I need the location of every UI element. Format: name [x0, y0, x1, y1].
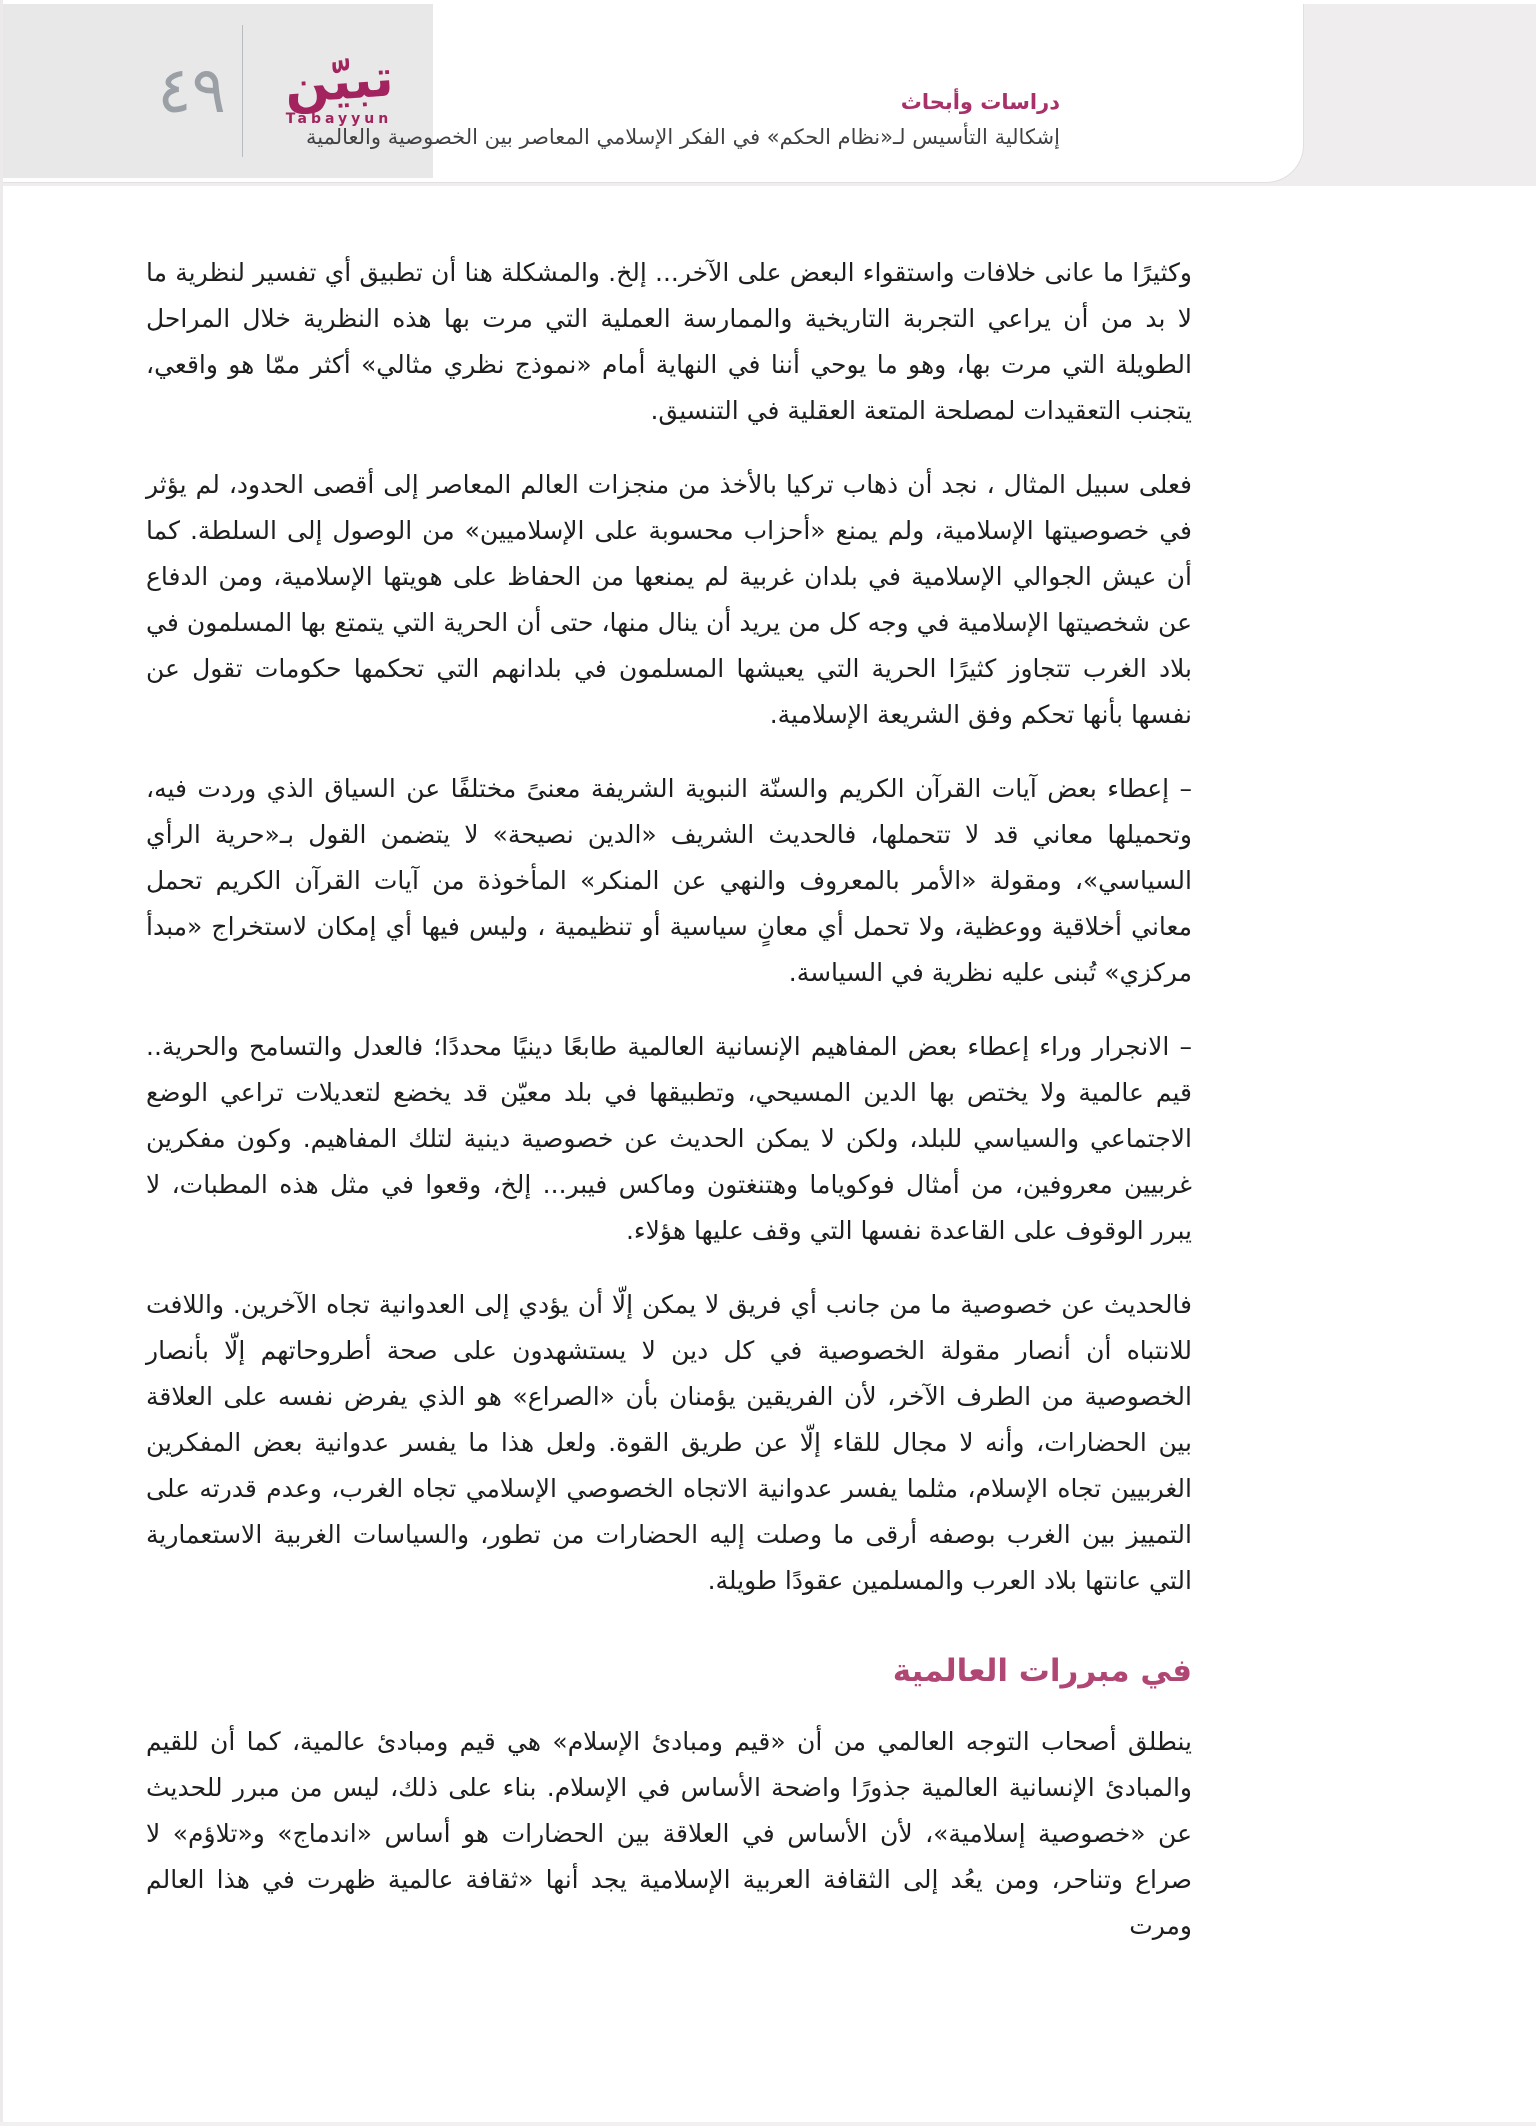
- page-header: [3, 4, 1536, 186]
- page-number: ٤٩: [157, 54, 226, 128]
- body-paragraph: ينطلق أصحاب التوجه العالمي من أن «قيم ومبادئ الإسلام» هي قيم ومبادئ عالمية، كما أن للقيم والمبادئ الإنسانية العالمية جذورًا واضحة الأساس في الإسلام. بناء على ذلك، ليس من مبرر للحديث عن «خصوصية إسلامية»، لأن الأساس في العلاقة بين الحضارات هو أساس «اندماج» و«تلاؤم» لا صراع وتناحر، ومن يعُد إلى الثقافة العربية الإسلامية يجد أنها «ثقافة عالمية ظهرت في هذا العالم ومرت: [146, 1726, 1192, 1940]
- running-article-title: إشكالية التأسيس لـ«نظام الحكم» في الفكر الإسلامي المعاصر بين الخصوصية والعالمية: [305, 125, 1060, 149]
- body-paragraph: وكثيرًا ما عانى خلافات واستقواء البعض على الآخر... إلخ. والمشكلة هنا أن تطبيق أي تفسير لنظرية ما لا بد من أن يراعي التجربة التاريخية والممارسة العملية التي مرت بها هذه النظرية خلال المراحل الطويلة التي مرت بها، وهو ما يوحي أننا في النهاية أمام «نموذج نظري مثالي» أكثر ممّا هو واقعي، يتجنب التعقيدات لمصلحة المتعة العقلية في التنسيق.: [146, 258, 1192, 425]
- header-text-block: [306, 90, 1060, 151]
- page-bottom-edge: [0, 2122, 1536, 2126]
- section-heading: في مبررات العالمية: [892, 1653, 1192, 1689]
- body-paragraph: فالحديث عن خصوصية ما من جانب أي فريق لا يمكن إلّا أن يؤدي إلى العدوانية تجاه الآخرين. واللافت للانتباه أن أنصار مقولة الخصوصية في كل دين لا يستشهدون على صحة أطروحاتهم إلّا بأنصار الخصوصية من الطرف الآخر، لأن الفريقين يؤمنان بأن «الصراع» هو الذي يفرض نفسه على العلاقة بين الحضارات، وأنه لا مجال للقاء إلّا عن طريق القوة. ولعل هذا ما يفسر عدوانية بعض المفكرين الغربيين تجاه الإسلام، مثلما يفسر عدوانية الاتجاه الخصوصي الإسلامي تجاه الغرب، وعدم قدرته على التمييز بين الغرب بوصفه أرقى ما وصلت إليه الحضارات من تطور، والسياسات الغربية الاستعمارية التي عانتها بلاد العرب والمسلمين عقودًا طويلة.: [146, 1290, 1192, 1595]
- header-card: [3, 4, 1304, 183]
- body-paragraph-list-item: – الانجرار وراء إعطاء بعض المفاهيم الإنسانية العالمية طابعًا دينيًا محددًا؛ فالعدل والتسامح والحرية.. قيم عالمية ولا يختص بها الدين المسيحي، وتطبيقها في بلد معيّن قد يخضع لتعديلات تراعي الوضع الاجتماعي والسياسي للبلد، ولكن لا يمكن الحديث عن خصوصية دينية لتلك المفاهيم. وكون مفكرين غربيين معروفين، من أمثال فوكوياما وهتنغتون وماكس فيبر... إلخ، وقعوا في مثل هذه المطبات، لا يبرر الوقوف على القاعدة نفسها التي وقف عليها هؤلاء.: [146, 1032, 1192, 1245]
- journal-logo-latin: Tabayyun: [285, 111, 393, 128]
- page-left-edge: [0, 0, 3, 2126]
- journal-section-label: دراسات وأبحاث: [900, 90, 1060, 114]
- header-divider: [242, 25, 243, 157]
- body-paragraph: فعلى سبيل المثال ، نجد أن ذهاب تركيا بالأخذ من منجزات العالم المعاصر إلى أقصى الحدود، لم يؤثر في خصوصيتها الإسلامية، ولم يمنع «أحزاب محسوبة على الإسلاميين» من الوصول إلى السلطة. كما أن عيش الجوالي الإسلامية في بلدان غربية لم يمنعها من الحفاظ على هويتها الإسلامية، ومن الدفاع عن شخصيتها الإسلامية في وجه كل من يريد أن ينال منها، حتى أن الحرية التي يتمتع بها المسلمون في بلاد الغرب تتجاوز كثيرًا الحرية التي يعيشها المسلمون في بلدانهم التي تحكمها حكومات تقول عن نفسها بأنها تحكم وفق الشريعة الإسلامية.: [146, 470, 1192, 729]
- journal-logo-arabic: تبيّن: [282, 47, 396, 116]
- article-body: [146, 250, 1192, 1977]
- body-paragraph-list-item: – إعطاء بعض آيات القرآن الكريم والسنّة النبوية الشريفة معنىً مختلفًا عن السياق الذي وردت فيه، وتحميلها معاني قد لا تتحملها، فالحديث الشريف «الدين نصيحة» لا يتضمن القول بـ«حرية الرأي السياسي»، ومقولة «الأمر بالمعروف والنهي عن المنكر» المأخوذة من آيات القرآن الكريم تحمل معاني أخلاقية ووعظية، ولا تحمل أي معانٍ سياسية أو تنظيمية ، وليس فيها أي إمكان لاستخراج «مبدأ مركزي» تُبنى عليه نظرية في السياسة.: [146, 774, 1192, 987]
